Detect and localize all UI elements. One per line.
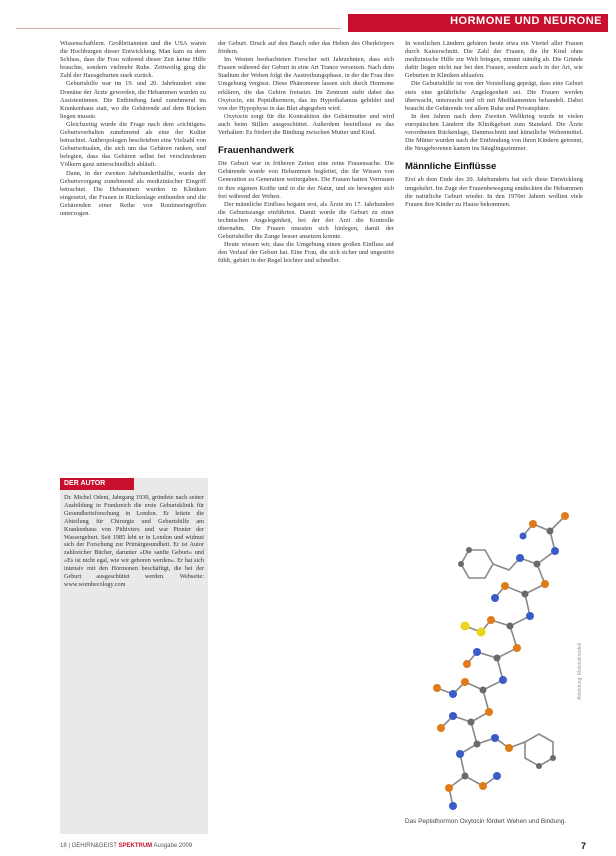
footer-left: 18 | GEHIRN&GEIST: [60, 843, 117, 849]
paragraph: Die Geburt war in früheren Zeiten eine reine Frauensache. Die Gebärende wurde von Hebammen begleitet, die ihr Wissen von Generation zu Generation weitergaben. Die Frauen hatten Vertrauen in ihre eigenen Kräfte und in die der Natur, und sie bewegten sich frei während der Wehen.: [218, 160, 394, 200]
paragraph: der Geburt. Druck auf den Bauch oder das Heben des Oberkörpers fördern.: [218, 40, 394, 56]
author-box-heading: DER AUTOR: [60, 478, 134, 490]
molecule-figure: [405, 476, 585, 816]
paragraph: Heute wissen wir, dass die Umgebung einen großen Einfluss auf den Verlauf der Geburt hat. Eine Frau, die sich sicher und ungestört fühlt, gebärt in der Regel leichter und schneller.: [218, 241, 394, 265]
paragraph: Wissenschaftlern. Großbritannien und die USA waren die Hochburgen dieser Entwicklung. Man kam zu dem Schluss, dass die Frau während dieser Zeit keine Hilfe brauchte, sondern vielmehr Ruhe. Zeitweilig ging die Zahl der Hausgeburten stark zurück.: [60, 40, 206, 80]
paragraph: In den Jahren nach dem Zweiten Weltkrieg wurde in vielen europäischen Ländern die Klinikgeburt zum Standard. Die Ärzte verordneten Rückenlage, Dammschnitt und künstliche Wehenmittel. Die Mütter wurden nach der Entbindung von ihren Kindern getrennt, die Neugeborenen kamen ins Säuglingszimmer.: [405, 112, 583, 153]
text-column-1: [60, 40, 206, 218]
text-column-2: [218, 40, 394, 265]
paragraph: Dann, in der zweiten Jahrhunderthälfte, wurde der Geburtsvorgang zunehmend als medizinischer Eingriff betrachtet. Die Hebammen wurden in Kliniken eingesetzt, die Frauen in Rückenlage entbunden und die Gebärenden einer Reihe von Routineeingriffen unterzogen.: [60, 169, 206, 217]
section-title: HORMONE UND NEURONE: [450, 15, 602, 27]
molecule-illustration: [405, 476, 585, 816]
figure-credit: Abbildung: Molekülmodell: [577, 643, 583, 700]
paragraph: Im Westen beobachteten Forscher seit Jahrzehnten, dass sich Frauen während der Geburt in eine Art Trance versetzen. Nach dem Stadium der Wehen folgt die Austreibungsphase, in der die Frau ihre Umgebung vergisst. Diese Phänomene lassen sich durch Hormone erklären, die das Gehirn freisetzt. Im Zentrum steht dabei das Oxytocin, ein Peptidhormon, das im Hypothalamus gebildet und von der Hypophyse in das Blut abgegeben wird.: [218, 56, 394, 112]
footer-magazine: SPEKTRUM: [118, 843, 153, 849]
page-footer: [60, 843, 586, 853]
paragraph: Erst ab dem Ende des 20. Jahrhunderts hat sich diese Entwicklung umgekehrt. Im Zuge der Frauenbewegung entdeckten die Hebammen die natürliche Geburt wieder. In den 1970er Jahren wollten viele Frauen ihre Kinder zu Hause bekommen.: [405, 176, 583, 208]
page-header: [0, 0, 616, 34]
paragraph: Der männliche Einfluss begann erst, als Ärzte im 17. Jahrhundert die Geburtszange einführten. Damit wurde die Geburt zu einer technischen Angelegenheit, bei der der Arzt die Kontrolle übernahm. Die Frauen mussten sich hinlegen, damit der Geburtshelfer die Zange besser ansetzen konnte.: [218, 200, 394, 241]
footer-issue: Ausgabe 2009: [153, 843, 193, 849]
paragraph: In westlichen Ländern gebären heute etwa ein Viertel aller Frauen durch Kaiserschnitt. Die Zahl der Frauen, die ihr Kind ohne medizinische Hilfe zur Welt bringen, nimmt ständig ab. Die Gründe dafür liegen nicht nur bei den Frauen, sondern auch in der Art, wie Geburten in Kliniken ablaufen.: [405, 40, 583, 80]
subheading: Frauenhandwerk: [218, 145, 295, 157]
figure-caption: Das Peptidhormon Oxytocin fördert Wehen und Bindung.: [405, 818, 567, 825]
text-column-3: [405, 40, 583, 209]
paragraph: Geburtshilfe war im 19. und 20. Jahrhundert eine Domäne der Ärzte geworden, die Hebammen wurden zu Assistentinnen. Die Entbindung fand zunehmend im Krankenhaus statt, wo die Gebärende auf dem Rücken liegen musste.: [60, 80, 206, 120]
page-number: 7: [580, 841, 586, 851]
paragraph: Gleichzeitig wurde die Frage nach dem »richtigen« Geburtsverhalten zunehmend als eine der Kultur betrachtet. Anthropologen beschrieben eine Vielzahl von Geburtsritualen, die sich um das Gebären ranken, und belegten, dass das Gebären selbst bei verschiedenen Völkern ganz unterschiedlich abläuft.: [60, 120, 206, 169]
paragraph: Oxytocin sorgt für die Kontraktion der Gebärmutter und wird auch beim Stillen ausgeschüttet. Außerdem beeinflusst es das Verhalten: Es fördert die Bindung zwischen Mutter und Kind.: [218, 112, 394, 137]
header-rule: [16, 28, 341, 29]
author-bio: Dr. Michel Odent, Jahrgang 1930, gründete nach seiner Ausbildung in Frankreich die erste Geburtsklinik für Gesundheitsforschung in London. Er leitete die Abteilung für Chirurgie und Geburtshilfe am Krankenhaus von Pithiviers und war Pionier der Wassergeburt. Seit 1985 lebt er in London und widmet sich der Forschung zur Primärgesundheit. Er ist Autor zahlreicher Bücher, darunter »Die sanfte Geburt« und »Es ist nicht egal, wie wir geboren werden«. Er hat sich intensiv mit den Hormonen beschäftigt, die bei der Geburt ausgeschüttet werden. Webseite: www.wombecology.com: [64, 494, 204, 588]
subheading: Männliche Einflüsse: [405, 161, 497, 173]
atoms: [433, 512, 569, 810]
paragraph: Die Geburtshilfe ist von der Vorstellung geprägt, dass eine Geburt stets eine gefährliche Angelegenheit sei. Die Frauen werden überwacht, untersucht und oft mit Medikamenten behandelt. Dabei braucht die Gebärende vor allem Ruhe und Privatsphäre.: [405, 80, 583, 112]
